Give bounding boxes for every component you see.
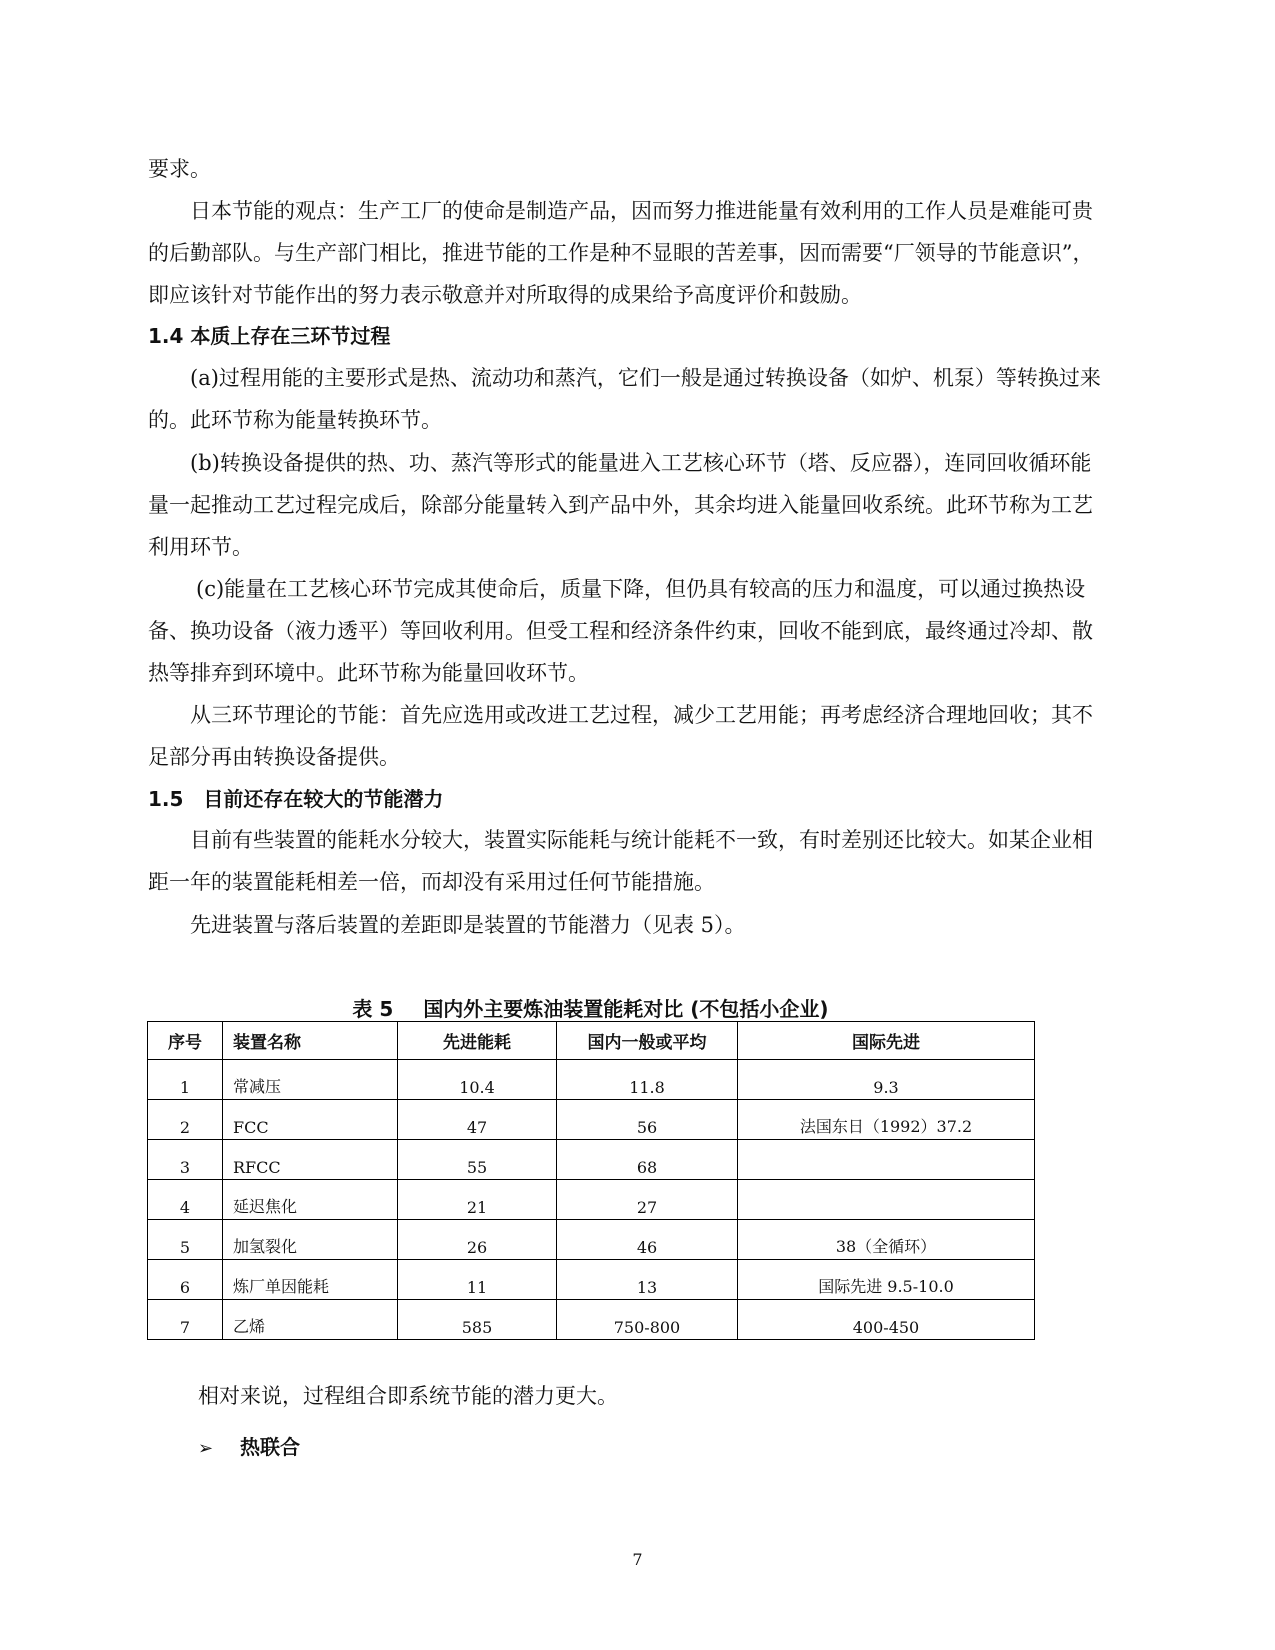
table-header-row [148,1022,1035,1060]
table-cell: RFCC [223,1140,398,1180]
table-caption [148,996,1033,1022]
paragraph-line: 热等排弃到环境中。此环节称为能量回收环节。 [148,661,589,685]
table-cell: FCC [223,1100,398,1140]
paragraph-line: 足部分再由转换设备提供。 [148,745,400,769]
bullet-item [198,1434,300,1462]
table-cell: 常减压 [223,1060,398,1100]
column-header: 国内一般或平均 [557,1022,738,1060]
table-cell: 38（全循环） [738,1220,1035,1260]
table-row [148,1060,1035,1100]
table-cell: 11 [398,1260,557,1300]
table-cell: 国际先进 9.5-10.0 [738,1260,1035,1300]
table-cell: 55 [398,1140,557,1180]
table-row [148,1220,1035,1260]
arrow-bullet-icon: ➢ [198,1438,214,1459]
page-number: 7 [632,1550,643,1569]
paragraph-line: 目前有些装置的能耗水分较大，装置实际能耗与统计能耗不一致，有时差别还比较大。如某企业相 [190,828,1093,852]
table-cell: 46 [557,1220,738,1260]
table-row [148,1180,1035,1220]
table-title: 国内外主要炼油装置能耗对比 (不包括小企业) [423,997,829,1021]
table-cell: 47 [398,1100,557,1140]
table-cell: 13 [557,1260,738,1300]
column-header: 先进能耗 [398,1022,557,1060]
paragraph-line: (c)能量在工艺核心环节完成其使命后，质量下降，但仍具有较高的压力和温度，可以通过换热设 [196,577,1086,601]
table-row [148,1140,1035,1180]
table-cell: 乙烯 [223,1300,398,1340]
table-row [148,1100,1035,1140]
paragraph-line: 要求。 [148,157,211,181]
table-cell: 21 [398,1180,557,1220]
column-header: 装置名称 [223,1022,398,1060]
table-cell: 法国东日（1992）37.2 [738,1100,1035,1140]
table-cell: 7 [148,1300,223,1340]
paragraph-line: 相对来说，过程组合即系统节能的潜力更大。 [198,1384,618,1408]
paragraph-line: 利用环节。 [148,535,253,559]
table-cell: 5 [148,1220,223,1260]
table-cell [738,1140,1035,1180]
paragraph-line: 日本节能的观点：生产工厂的使命是制造产品，因而努力推进能量有效利用的工作人员是难能可贵 [190,199,1093,223]
paragraph-line: 即应该针对节能作出的努力表示敬意并对所取得的成果给予高度评价和鼓励。 [148,283,862,307]
column-header: 国际先进 [738,1022,1035,1060]
paragraph-line: 先进装置与落后装置的差距即是装置的节能潜力（见表 5）。 [190,913,746,937]
bullet-text: 热联合 [240,1435,300,1459]
table-cell: 585 [398,1300,557,1340]
table-row [148,1300,1035,1340]
table-cell: 6 [148,1260,223,1300]
column-header: 序号 [148,1022,223,1060]
table-cell: 2 [148,1100,223,1140]
table-cell: 1 [148,1060,223,1100]
table-cell: 3 [148,1140,223,1180]
paragraph-line: 距一年的装置能耗相差一倍，而却没有采用过任何节能措施。 [148,870,715,894]
table-cell: 27 [557,1180,738,1220]
energy-consumption-table [147,1021,1035,1340]
table-cell: 750-800 [557,1300,738,1340]
table-cell: 400-450 [738,1300,1035,1340]
table-number: 表 5 [352,997,394,1021]
paragraph-line: 量一起推动工艺过程完成后，除部分能量转入到产品中外，其余均进入能量回收系统。此环节称为工艺 [148,493,1093,517]
paragraph-line: 的。此环节称为能量转换环节。 [148,408,442,432]
table-cell [738,1180,1035,1220]
paragraph-line: 从三环节理论的节能：首先应选用或改进工艺过程，减少工艺用能；再考虑经济合理地回收；其不 [190,703,1093,727]
table-cell: 10.4 [398,1060,557,1100]
table-cell: 68 [557,1140,738,1180]
table-cell: 9.3 [738,1060,1035,1100]
table-cell: 26 [398,1220,557,1260]
table-cell: 56 [557,1100,738,1140]
paragraph-line: (a)过程用能的主要形式是热、流动功和蒸汽，它们一般是通过转换设备（如炉、机泵）等转换过来 [190,366,1101,390]
table-cell: 4 [148,1180,223,1220]
paragraph-line: (b)转换设备提供的热、功、蒸汽等形式的能量进入工艺核心环节（塔、反应器），连同回收循环能 [190,451,1092,475]
table-cell: 延迟焦化 [223,1180,398,1220]
section-heading-1-5: 1.5 目前还存在较大的节能潜力 [148,787,444,811]
table-cell: 加氢裂化 [223,1220,398,1260]
table-row [148,1260,1035,1300]
paragraph-line: 备、换功设备（液力透平）等回收利用。但受工程和经济条件约束，回收不能到底，最终通过冷却、散 [148,619,1093,643]
table-cell: 炼厂单因能耗 [223,1260,398,1300]
paragraph-line: 的后勤部队。与生产部门相比，推进节能的工作是种不显眼的苦差事，因而需要“厂领导的节能意识”， [148,241,1094,265]
section-heading-1-4: 1.4 本质上存在三环节过程 [148,324,391,348]
table-cell: 11.8 [557,1060,738,1100]
